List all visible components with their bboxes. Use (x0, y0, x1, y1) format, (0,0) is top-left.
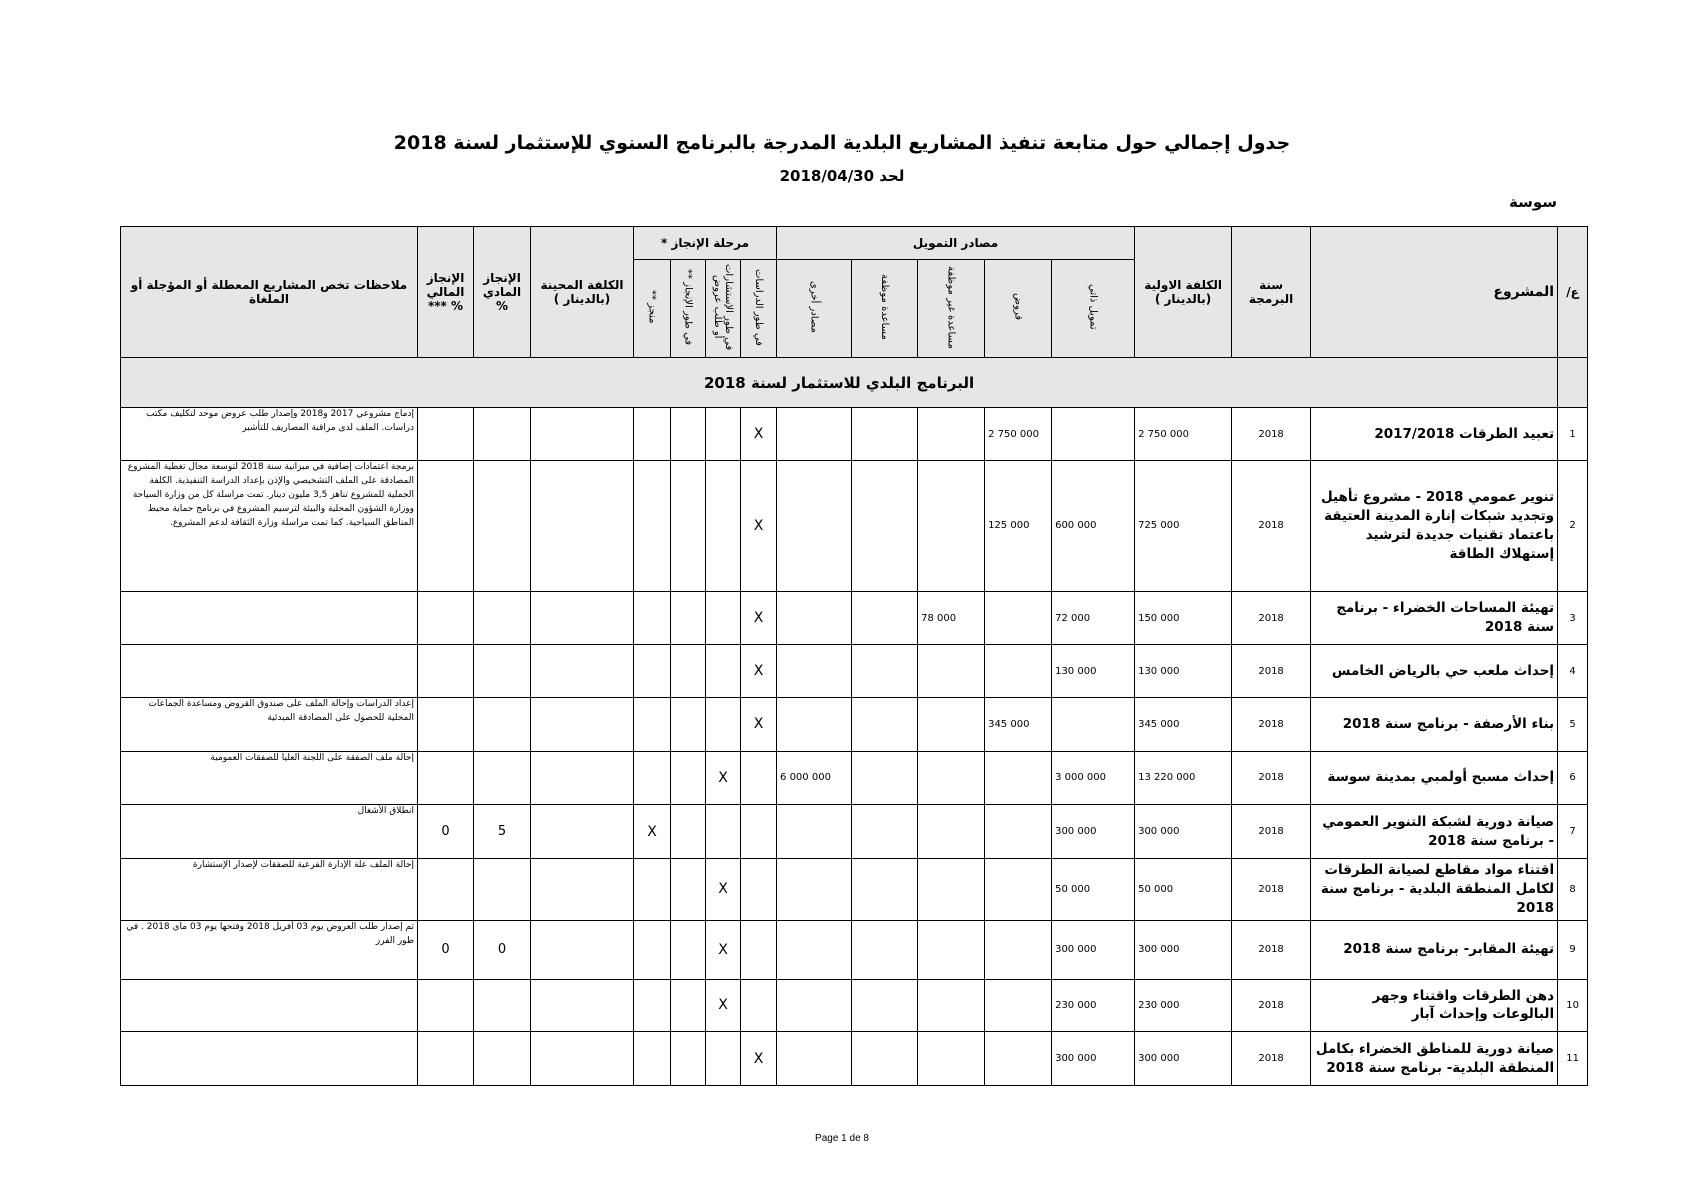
programming-year: 2018 (1232, 920, 1311, 979)
other-sources (777, 591, 852, 645)
initial-cost: 345 000 (1135, 697, 1232, 751)
loans (985, 751, 1052, 805)
col-notes: ملاحظات تخص المشاريع المعطلة أو المؤجلة أو الملغاة (121, 227, 418, 358)
notes: إعداد الدراسات وإحالة الملف على صندوق القروض ومساعدة الجماعات المحلية للحصول على المصادقة المبدئية (121, 697, 418, 751)
row-num: 7 (1558, 805, 1588, 859)
initial-cost: 230 000 (1135, 979, 1232, 1032)
stage-studies: X (741, 591, 777, 645)
unallocated-aid (918, 460, 985, 591)
updated-cost (531, 920, 634, 979)
table-row (121, 460, 1588, 591)
unallocated-aid (918, 979, 985, 1032)
self-funding: 130 000 (1052, 645, 1135, 698)
physical-progress: 5 (474, 805, 531, 859)
stage-studies: X (741, 697, 777, 751)
initial-cost: 725 000 (1135, 460, 1232, 591)
table-row (121, 408, 1588, 461)
physical-progress (474, 408, 531, 461)
physical-progress (474, 460, 531, 591)
stage-consult: X (706, 979, 741, 1032)
programming-year: 2018 (1232, 460, 1311, 591)
loans: 2 750 000 (985, 408, 1052, 461)
table-row (121, 979, 1588, 1032)
col-funding-group: مصادر التمويل (777, 227, 1135, 260)
stage-in-progress (671, 591, 706, 645)
other-sources (777, 460, 852, 591)
programming-year: 2018 (1232, 979, 1311, 1032)
self-funding (1052, 408, 1135, 461)
updated-cost (531, 805, 634, 859)
page-footer: Page 1 de 8 (815, 1133, 869, 1144)
updated-cost (531, 591, 634, 645)
col-self-funding: تمويل ذاتي (1052, 260, 1135, 358)
report-date: لحد 2018/04/30 (779, 167, 905, 185)
table-row (121, 645, 1588, 698)
physical-progress (474, 697, 531, 751)
unallocated-aid (918, 858, 985, 920)
unallocated-aid (918, 751, 985, 805)
row-num: 4 (1558, 645, 1588, 698)
initial-cost: 300 000 (1135, 1032, 1232, 1086)
physical-progress (474, 1032, 531, 1086)
other-sources (777, 805, 852, 859)
notes (121, 1032, 418, 1086)
loans (985, 1032, 1052, 1086)
programming-year: 2018 (1232, 697, 1311, 751)
stage-in-progress (671, 408, 706, 461)
initial-cost: 50 000 (1135, 858, 1232, 920)
updated-cost (531, 858, 634, 920)
section-title: البرنامج البلدي للاستثمار لسنة 2018 (121, 358, 1558, 408)
stage-in-progress (671, 920, 706, 979)
physical-progress: 0 (474, 920, 531, 979)
initial-cost: 130 000 (1135, 645, 1232, 698)
other-sources: 6 000 000 (777, 751, 852, 805)
project-name: صيانة دورية لشبكة التنوير العمومي - برنامج سنة 2018 (1311, 805, 1558, 859)
row-num: 2 (1558, 460, 1588, 591)
row-num: 10 (1558, 979, 1588, 1032)
programming-year: 2018 (1232, 408, 1311, 461)
stage-consult (706, 805, 741, 859)
allocated-aid (852, 408, 918, 461)
col-project: المشروع (1311, 227, 1558, 358)
stage-in-progress (671, 460, 706, 591)
programming-year: 2018 (1232, 751, 1311, 805)
financial-progress (418, 591, 474, 645)
notes: انطلاق الأشغال (121, 805, 418, 859)
allocated-aid (852, 1032, 918, 1086)
section-num-cell (1558, 358, 1588, 408)
financial-progress (418, 1032, 474, 1086)
unallocated-aid (918, 645, 985, 698)
financial-progress (418, 979, 474, 1032)
stage-done (634, 858, 671, 920)
col-updated-cost: الكلفة المحينة (بالدينار ) (531, 227, 634, 358)
project-name: تهيئة المقابر- برنامج سنة 2018 (1311, 920, 1558, 979)
notes: تم إصدار طلب العروض يوم 03 أفريل 2018 وفتحها يوم 03 ماي 2018 . في طور الفرز (121, 920, 418, 979)
updated-cost (531, 697, 634, 751)
stage-consult (706, 460, 741, 591)
project-name: تنوير عمومي 2018 - مشروع تأهيل وتجديد شبكات إنارة المدينة العتيقة باعتماد تقنيات جديدة لترشيد إستهلاك الطاقة (1311, 460, 1558, 591)
notes (121, 645, 418, 698)
stage-consult (706, 645, 741, 698)
stage-consult (706, 408, 741, 461)
loans (985, 979, 1052, 1032)
programming-year: 2018 (1232, 1032, 1311, 1086)
col-financial: الإنجاز المالي % *** (418, 227, 474, 358)
col-allocated-aid: مساعدة موظفة (852, 260, 918, 358)
other-sources (777, 920, 852, 979)
allocated-aid (852, 697, 918, 751)
self-funding: 3 000 000 (1052, 751, 1135, 805)
other-sources (777, 408, 852, 461)
loans (985, 805, 1052, 859)
stage-done (634, 920, 671, 979)
row-num: 1 (1558, 408, 1588, 461)
physical-progress (474, 751, 531, 805)
initial-cost: 13 220 000 (1135, 751, 1232, 805)
financial-progress (418, 858, 474, 920)
notes: إحالة الملف علة الإدارة الفرعية للصفقات لإصدار الإستشارة (121, 858, 418, 920)
city-name: سوسة (1508, 193, 1557, 211)
financial-progress (418, 408, 474, 461)
stage-in-progress (671, 645, 706, 698)
project-name: تعبيد الطرقات 2017/2018 (1311, 408, 1558, 461)
updated-cost (531, 408, 634, 461)
col-in-progress: في طور الإنجاز ** (671, 260, 706, 358)
unallocated-aid (918, 920, 985, 979)
project-name: صيانة دورية للمناطق الخضراء بكامل المنطقة البلدية- برنامج سنة 2018 (1311, 1032, 1558, 1086)
stage-in-progress (671, 751, 706, 805)
notes (121, 979, 418, 1032)
other-sources (777, 979, 852, 1032)
row-num: 8 (1558, 858, 1588, 920)
unallocated-aid (918, 805, 985, 859)
col-initial-cost: الكلفة الاولية (بالدينار ) (1135, 227, 1232, 358)
allocated-aid (852, 460, 918, 591)
stage-done (634, 751, 671, 805)
col-physical: الإنجاز المادي % (474, 227, 531, 358)
allocated-aid (852, 858, 918, 920)
row-num: 5 (1558, 697, 1588, 751)
stage-done (634, 645, 671, 698)
stage-done (634, 591, 671, 645)
row-num: 9 (1558, 920, 1588, 979)
initial-cost: 2 750 000 (1135, 408, 1232, 461)
stage-in-progress (671, 1032, 706, 1086)
physical-progress (474, 858, 531, 920)
col-other-sources: مصادر أخرى (777, 260, 852, 358)
col-consult: في طور الإستشارات أو طلب عروض (706, 260, 741, 358)
loans (985, 591, 1052, 645)
financial-progress: 0 (418, 805, 474, 859)
programming-year: 2018 (1232, 805, 1311, 859)
stage-studies: X (741, 645, 777, 698)
other-sources (777, 645, 852, 698)
updated-cost (531, 460, 634, 591)
stage-done (634, 460, 671, 591)
stage-consult (706, 1032, 741, 1086)
loans (985, 645, 1052, 698)
stage-done: X (634, 805, 671, 859)
stage-done (634, 1032, 671, 1086)
loans (985, 920, 1052, 979)
unallocated-aid (918, 1032, 985, 1086)
other-sources (777, 1032, 852, 1086)
table-row (121, 805, 1588, 859)
financial-progress (418, 460, 474, 591)
project-name: إحداث مسبح أولمبي بمدينة سوسة (1311, 751, 1558, 805)
allocated-aid (852, 979, 918, 1032)
notes: برمجة اعتمادات إضافية في ميزانية سنة 2018 لتوسعة مجال تغطية المشروع المصادقة على الملف التشخيصي والإذن بإعداد الدراسة التنفيذية. الكلفة الجملية للمشروع تناهز 3,5 مليون دينار. تمت مراسلة كل من وزارة السياحة ووزارة الشؤون المحلية والبيئة لترسيم المشروع في برنامج حماية محيط المناطق السياحية. كما تمت مراسلة وزارة الثقافة لدعم المشروع. (121, 460, 418, 591)
notes (121, 591, 418, 645)
page-title: جدول إجمالي حول متابعة تنفيذ المشاريع البلدية المدرجة بالبرنامج السنوي للإستثمار لسنة 2018 (393, 132, 1291, 154)
stage-in-progress (671, 858, 706, 920)
programming-year: 2018 (1232, 858, 1311, 920)
stage-studies: X (741, 408, 777, 461)
project-name: بناء الأرصفة - برنامج سنة 2018 (1311, 697, 1558, 751)
project-name: اقتناء مواد مقاطع لصيانة الطرقات لكامل المنطقة البلدية - برنامج سنة 2018 (1311, 858, 1558, 920)
stage-studies (741, 858, 777, 920)
loans: 125 000 (985, 460, 1052, 591)
col-done: منجز ** (634, 260, 671, 358)
updated-cost (531, 751, 634, 805)
stage-consult (706, 697, 741, 751)
col-loans: قروض (985, 260, 1052, 358)
notes: إدماج مشروعي 2017 و2018 وإصدار طلب عروض موحد لتكليف مكتب دراسات. الملف لدى مراقبة المصاريف للتأشير (121, 408, 418, 461)
stage-in-progress (671, 979, 706, 1032)
stage-consult (706, 591, 741, 645)
self-funding: 300 000 (1052, 805, 1135, 859)
stage-consult: X (706, 858, 741, 920)
self-funding: 300 000 (1052, 1032, 1135, 1086)
programming-year: 2018 (1232, 591, 1311, 645)
unallocated-aid (918, 697, 985, 751)
stage-studies (741, 805, 777, 859)
col-studies: في طور الدراسات (741, 260, 777, 358)
financial-progress (418, 751, 474, 805)
table-row (121, 920, 1588, 979)
col-num: ع/ (1558, 227, 1588, 358)
self-funding: 72 000 (1052, 591, 1135, 645)
notes: إحالة ملف الصفقة على اللجنة العليا للصفقات العمومية (121, 751, 418, 805)
col-unallocated-aid: مساعدة غير موظفة (918, 260, 985, 358)
loans: 345 000 (985, 697, 1052, 751)
project-name: دهن الطرقات واقتناء وجهر البالوعات وإحداث آبار (1311, 979, 1558, 1032)
stage-in-progress (671, 697, 706, 751)
physical-progress (474, 979, 531, 1032)
stage-studies (741, 920, 777, 979)
other-sources (777, 858, 852, 920)
table-row (121, 858, 1588, 920)
other-sources (777, 697, 852, 751)
stage-done (634, 408, 671, 461)
financial-progress (418, 697, 474, 751)
stage-studies: X (741, 460, 777, 591)
financial-progress (418, 645, 474, 698)
col-year: سنة البرمجة (1232, 227, 1311, 358)
stage-studies (741, 979, 777, 1032)
updated-cost (531, 1032, 634, 1086)
updated-cost (531, 645, 634, 698)
self-funding: 600 000 (1052, 460, 1135, 591)
table-row (121, 591, 1588, 645)
allocated-aid (852, 920, 918, 979)
updated-cost (531, 979, 634, 1032)
stage-done (634, 697, 671, 751)
table-row (121, 1032, 1588, 1086)
self-funding: 230 000 (1052, 979, 1135, 1032)
allocated-aid (852, 645, 918, 698)
row-num: 3 (1558, 591, 1588, 645)
allocated-aid (852, 591, 918, 645)
stage-consult: X (706, 751, 741, 805)
unallocated-aid: 78 000 (918, 591, 985, 645)
physical-progress (474, 645, 531, 698)
unallocated-aid (918, 408, 985, 461)
stage-studies: X (741, 1032, 777, 1086)
initial-cost: 300 000 (1135, 805, 1232, 859)
col-stage-group: مرحلة الإنجاز * (634, 227, 777, 260)
self-funding: 300 000 (1052, 920, 1135, 979)
loans (985, 858, 1052, 920)
projects-table (120, 226, 1588, 1086)
stage-consult: X (706, 920, 741, 979)
self-funding: 50 000 (1052, 858, 1135, 920)
programming-year: 2018 (1232, 645, 1311, 698)
physical-progress (474, 591, 531, 645)
self-funding (1052, 697, 1135, 751)
row-num: 11 (1558, 1032, 1588, 1086)
row-num: 6 (1558, 751, 1588, 805)
initial-cost: 300 000 (1135, 920, 1232, 979)
financial-progress: 0 (418, 920, 474, 979)
stage-done (634, 979, 671, 1032)
table-row (121, 751, 1588, 805)
project-name: إحداث ملعب حي بالرياض الخامس (1311, 645, 1558, 698)
stage-studies (741, 751, 777, 805)
allocated-aid (852, 751, 918, 805)
project-name: تهيئة المساحات الخضراء - برنامج سنة 2018 (1311, 591, 1558, 645)
allocated-aid (852, 805, 918, 859)
table-row (121, 697, 1588, 751)
initial-cost: 150 000 (1135, 591, 1232, 645)
stage-in-progress (671, 805, 706, 859)
